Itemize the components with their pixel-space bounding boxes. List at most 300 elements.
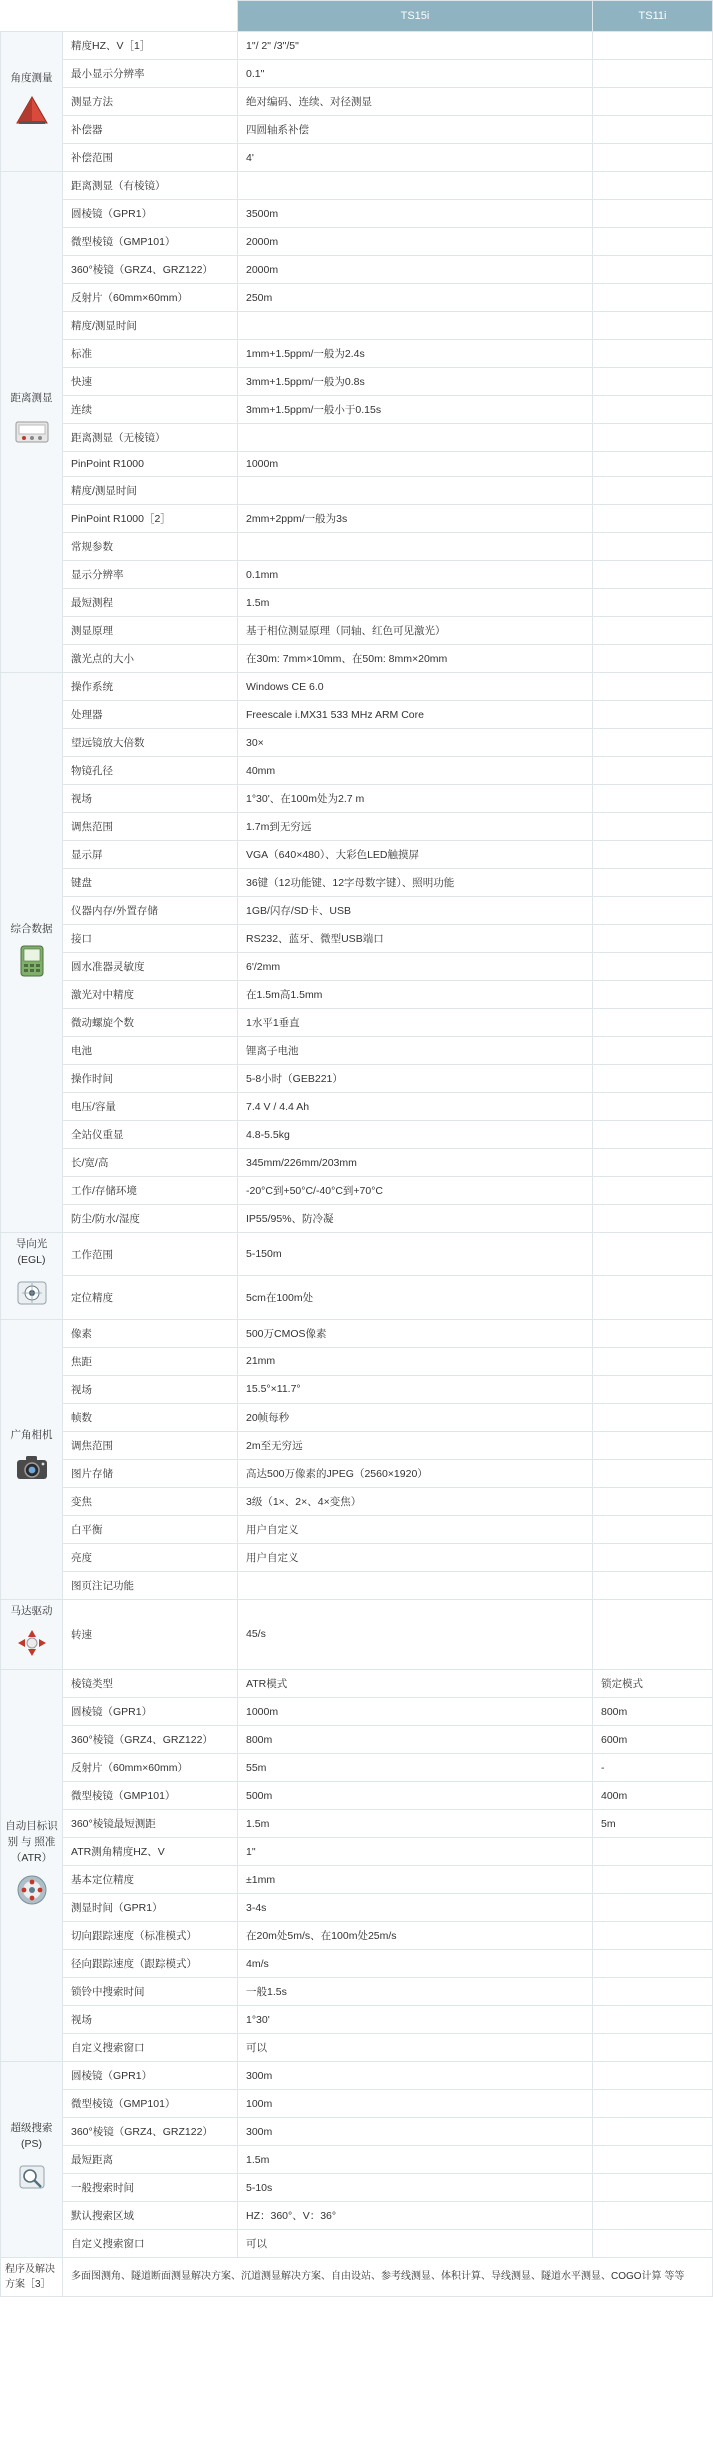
spec-value-ts11i: 800m [593, 1698, 713, 1726]
spec-value-ts15i: 21mm [238, 1347, 593, 1375]
spec-label: 调焦范围 [63, 813, 238, 841]
spec-label: 显示分辨率 [63, 561, 238, 589]
spec-value-ts11i [593, 312, 713, 340]
table-row [1, 1065, 713, 1093]
spec-value-ts15i [238, 1571, 593, 1599]
spec-label: 微动螺旋个数 [63, 1009, 238, 1037]
table-row [1, 1782, 713, 1810]
spec-label: 变焦 [63, 1487, 238, 1515]
spec-label: 亮度 [63, 1543, 238, 1571]
spec-value-ts11i [593, 228, 713, 256]
spec-value-ts15i: 5-150m [238, 1233, 593, 1276]
spec-label: 圆棱镜（GPR1） [63, 200, 238, 228]
category-cell-0 [1, 32, 63, 172]
category-cell-1 [1, 172, 63, 673]
spec-value-ts11i [593, 1459, 713, 1487]
spec-value-ts15i: 2mm+2ppm/一般为3s [238, 505, 593, 533]
spec-value-ts11i [593, 785, 713, 813]
table-row [1, 2062, 713, 2090]
spec-label: 连续 [63, 396, 238, 424]
footer-row [1, 2258, 713, 2297]
spec-value-ts11i [593, 1121, 713, 1149]
spec-value-ts11i [593, 533, 713, 561]
table-row [1, 925, 713, 953]
spec-value-ts15i: 1000m [238, 1698, 593, 1726]
spec-label: 显示屏 [63, 841, 238, 869]
spec-label: 最小显示分辨率 [63, 60, 238, 88]
spec-label: 基本定位精度 [63, 1866, 238, 1894]
category-cell-6 [1, 1670, 63, 2062]
spec-value-ts15i: 用户自定义 [238, 1543, 593, 1571]
category-label: 角度测量 [10, 71, 53, 84]
spec-value-ts15i: 基于相位测显原理（同轴、红色可见激光） [238, 617, 593, 645]
spec-value-ts15i: 3级（1×、2×、4×变焦） [238, 1487, 593, 1515]
spec-label: 视场 [63, 2006, 238, 2034]
spec-value-ts15i: 1.5m [238, 589, 593, 617]
footer-label: 程序及解决方案［3］ [1, 2258, 63, 2297]
category-label: 导向光 (EGL) [15, 1238, 48, 1266]
table-row [1, 1894, 713, 1922]
table-row [1, 340, 713, 368]
table-row [1, 729, 713, 757]
spec-label: 望远镜放大倍数 [63, 729, 238, 757]
spec-value-ts15i: ATR模式 [238, 1670, 593, 1698]
table-row [1, 561, 713, 589]
spec-value-ts11i: - [593, 1754, 713, 1782]
spec-value-ts15i: 300m [238, 2118, 593, 2146]
table-row [1, 477, 713, 505]
spec-value-ts11i [593, 256, 713, 284]
spec-label: 精度HZ、V［1］ [63, 32, 238, 60]
spec-value-ts15i: 36键（12功能键、12字母数字键）、照明功能 [238, 869, 593, 897]
spec-value-ts15i: 在30m: 7mm×10mm、在50m: 8mm×20mm [238, 645, 593, 673]
spec-value-ts15i: 15.5°×11.7° [238, 1375, 593, 1403]
spec-value-ts11i [593, 2118, 713, 2146]
spec-label: 图片存储 [63, 1459, 238, 1487]
spec-value-ts11i [593, 1149, 713, 1177]
spec-label: 自定义搜索窗口 [63, 2230, 238, 2258]
spec-value-ts11i [593, 953, 713, 981]
spec-value-ts11i [593, 813, 713, 841]
spec-value-ts15i: 1" [238, 1838, 593, 1866]
table-row [1, 505, 713, 533]
spec-value-ts15i: 3-4s [238, 1894, 593, 1922]
spec-value-ts15i: 800m [238, 1726, 593, 1754]
egl-icon [12, 1273, 52, 1313]
spec-value-ts11i [593, 1403, 713, 1431]
table-row [1, 1810, 713, 1838]
spec-label: 快速 [63, 368, 238, 396]
spec-value-ts11i [593, 1838, 713, 1866]
spec-value-ts11i [593, 396, 713, 424]
table-row [1, 1347, 713, 1375]
spec-label: 360°棱镜（GRZ4、GRZ122） [63, 2118, 238, 2146]
spec-value-ts15i: 1.5m [238, 2146, 593, 2174]
table-row [1, 1487, 713, 1515]
spec-value-ts15i: 345mm/226mm/203mm [238, 1149, 593, 1177]
spec-value-ts11i [593, 368, 713, 396]
table-row [1, 1978, 713, 2006]
spec-value-ts15i: 1水平1垂直 [238, 1009, 593, 1037]
spec-label: 视场 [63, 785, 238, 813]
spec-value-ts15i: 高达500万像素的JPEG（2560×1920） [238, 1459, 593, 1487]
spec-value-ts15i [238, 533, 593, 561]
table-row [1, 2230, 713, 2258]
spec-value-ts15i: 3mm+1.5ppm/一般小于0.15s [238, 396, 593, 424]
spec-value-ts11i [593, 1375, 713, 1403]
spec-label: 最短距离 [63, 2146, 238, 2174]
table-row [1, 116, 713, 144]
header-col-ts11i: TS11i [593, 1, 713, 32]
table-row [1, 312, 713, 340]
table-row [1, 2090, 713, 2118]
table-row [1, 60, 713, 88]
spec-label: 距离测显（无棱镜） [63, 424, 238, 452]
spec-value-ts11i [593, 284, 713, 312]
spec-value-ts15i: 3mm+1.5ppm/一般为0.8s [238, 368, 593, 396]
table-row [1, 1838, 713, 1866]
category-label: 距离测显 [10, 392, 53, 405]
spec-value-ts15i [238, 172, 593, 200]
spec-value-ts11i [593, 477, 713, 505]
spec-value-ts15i: 1.7m到无穷远 [238, 813, 593, 841]
table-row [1, 1670, 713, 1698]
table-row [1, 589, 713, 617]
table-row [1, 1009, 713, 1037]
table-row [1, 2034, 713, 2062]
spec-label: 精度/测显时间 [63, 477, 238, 505]
spec-value-ts11i [593, 2006, 713, 2034]
spec-value-ts11i [593, 869, 713, 897]
spec-value-ts11i [593, 1950, 713, 1978]
spec-label: 一般搜索时间 [63, 2174, 238, 2202]
spec-value-ts11i [593, 452, 713, 477]
table-row [1, 1319, 713, 1347]
table-row [1, 869, 713, 897]
spec-value-ts11i [593, 1093, 713, 1121]
spec-value-ts15i [238, 477, 593, 505]
table-row [1, 1121, 713, 1149]
table-row [1, 2006, 713, 2034]
spec-label: 圆水准器灵敏度 [63, 953, 238, 981]
spec-label: 电池 [63, 1037, 238, 1065]
spec-value-ts15i: 2000m [238, 256, 593, 284]
table-row [1, 284, 713, 312]
spec-value-ts11i [593, 172, 713, 200]
table-row [1, 757, 713, 785]
table-row [1, 813, 713, 841]
category-label: 广角相机 [10, 1429, 53, 1442]
table-row [1, 1543, 713, 1571]
spec-value-ts15i: 1°30' [238, 2006, 593, 2034]
spec-value-ts15i: 4.8-5.5kg [238, 1121, 593, 1149]
spec-label: 径向跟踪速度（跟踪模式） [63, 1950, 238, 1978]
header-blank-cat [1, 1, 63, 32]
spec-label: 精度/测显时间 [63, 312, 238, 340]
category-label: 超级搜索 (PS) [10, 2122, 53, 2150]
spec-value-ts15i: 0.1" [238, 60, 593, 88]
table-row [1, 144, 713, 172]
spec-value-ts11i [593, 1431, 713, 1459]
spec-value-ts15i: 1.5m [238, 1810, 593, 1838]
spec-label: 补偿范围 [63, 144, 238, 172]
table-row [1, 32, 713, 60]
spec-value-ts15i: 1"/ 2" /3"/5" [238, 32, 593, 60]
spec-label: 圆棱镜（GPR1） [63, 2062, 238, 2090]
spec-value-ts11i: 锁定模式 [593, 1670, 713, 1698]
spec-label: 激光对中精度 [63, 981, 238, 1009]
spec-label: 像素 [63, 1319, 238, 1347]
spec-value-ts11i [593, 729, 713, 757]
spec-value-ts11i [593, 1009, 713, 1037]
table-row [1, 172, 713, 200]
spec-value-ts15i: 1000m [238, 452, 593, 477]
category-cell-5 [1, 1599, 63, 1670]
category-cell-3 [1, 1233, 63, 1320]
spec-value-ts11i [593, 340, 713, 368]
spec-value-ts15i: 4m/s [238, 1950, 593, 1978]
table-row [1, 1205, 713, 1233]
spec-label: 微型棱镜（GMP101） [63, 1782, 238, 1810]
spec-value-ts15i: 锂离子电池 [238, 1037, 593, 1065]
spec-label: ATR测角精度HZ、V [63, 1838, 238, 1866]
table-row [1, 645, 713, 673]
table-row [1, 673, 713, 701]
spec-value-ts11i [593, 424, 713, 452]
spec-value-ts15i: 绝对编码、连续、对径测显 [238, 88, 593, 116]
table-row [1, 2174, 713, 2202]
spec-label: 接口 [63, 925, 238, 953]
table-row [1, 1375, 713, 1403]
spec-label: PinPoint R1000［2］ [63, 505, 238, 533]
table-row [1, 897, 713, 925]
spec-value-ts11i [593, 1065, 713, 1093]
table-row [1, 533, 713, 561]
table-row [1, 1037, 713, 1065]
prism-icon [12, 90, 52, 130]
spec-value-ts15i: 2m至无穷远 [238, 1431, 593, 1459]
spec-value-ts11i [593, 645, 713, 673]
spec-label: 360°棱镜（GRZ4、GRZ122） [63, 1726, 238, 1754]
ps-icon [12, 2157, 52, 2197]
spec-label: 锁铃中搜索时间 [63, 1978, 238, 2006]
table-row [1, 256, 713, 284]
spec-label: 仪器内存/外置存储 [63, 897, 238, 925]
spec-value-ts11i [593, 1922, 713, 1950]
distance-icon [12, 411, 52, 451]
table-row [1, 200, 713, 228]
category-label: 综合数据 [10, 922, 53, 935]
spec-value-ts11i: 600m [593, 1726, 713, 1754]
spec-label: 自定义搜索窗口 [63, 2034, 238, 2062]
spec-label: 测显时间（GPR1） [63, 1894, 238, 1922]
spec-label: 电压/容量 [63, 1093, 238, 1121]
table-row [1, 785, 713, 813]
spec-label: 工作/存储环境 [63, 1177, 238, 1205]
table-row [1, 1276, 713, 1319]
category-cell-2 [1, 673, 63, 1233]
spec-value-ts15i: 5-10s [238, 2174, 593, 2202]
spec-label: 微型棱镜（GMP101） [63, 2090, 238, 2118]
spec-value-ts11i [593, 561, 713, 589]
spec-value-ts11i [593, 1487, 713, 1515]
table-row [1, 88, 713, 116]
spec-label: 定位精度 [63, 1276, 238, 1319]
spec-value-ts15i: 40mm [238, 757, 593, 785]
spec-value-ts11i [593, 2034, 713, 2062]
spec-value-ts11i [593, 1347, 713, 1375]
table-row [1, 1599, 713, 1670]
spec-value-ts15i: 100m [238, 2090, 593, 2118]
header-col-ts15i: TS15i [238, 1, 593, 32]
spec-label: 测显原理 [63, 617, 238, 645]
spec-value-ts15i [238, 312, 593, 340]
spec-value-ts15i: VGA（640×480）、大彩色LED触摸屏 [238, 841, 593, 869]
motor-icon [12, 1623, 52, 1663]
spec-label: 默认搜索区域 [63, 2202, 238, 2230]
spec-label: 物镜孔径 [63, 757, 238, 785]
table-row [1, 1571, 713, 1599]
device-icon [12, 941, 52, 981]
spec-value-ts11i [593, 1319, 713, 1347]
spec-label: 微型棱镜（GMP101） [63, 228, 238, 256]
spec-value-ts11i [593, 2062, 713, 2090]
spec-label: 圆棱镜（GPR1） [63, 1698, 238, 1726]
spec-value-ts11i [593, 2090, 713, 2118]
spec-value-ts11i [593, 701, 713, 729]
spec-label: 操作时间 [63, 1065, 238, 1093]
table-row [1, 701, 713, 729]
table-row [1, 1403, 713, 1431]
category-label: 马达驱动 [10, 1604, 53, 1617]
spec-value-ts15i: -20°C到+50°C/-40°C到+70°C [238, 1177, 593, 1205]
spec-label: 焦距 [63, 1347, 238, 1375]
spec-label: 白平衡 [63, 1515, 238, 1543]
spec-value-ts11i [593, 2174, 713, 2202]
spec-value-ts15i: HZ：360°、V：36° [238, 2202, 593, 2230]
spec-value-ts11i [593, 617, 713, 645]
spec-value-ts11i [593, 505, 713, 533]
spec-label: 长/宽/高 [63, 1149, 238, 1177]
spec-value-ts11i [593, 925, 713, 953]
category-label: 自动目标识别 与 照准（ATR） [5, 1820, 58, 1864]
spec-value-ts11i [593, 897, 713, 925]
spec-value-ts15i [238, 424, 593, 452]
table-row [1, 1177, 713, 1205]
camera-icon [12, 1448, 52, 1488]
spec-value-ts11i [593, 144, 713, 172]
spec-value-ts11i [593, 1978, 713, 2006]
spec-value-ts11i [593, 32, 713, 60]
spec-value-ts15i: 45/s [238, 1599, 593, 1670]
spec-value-ts15i: 55m [238, 1754, 593, 1782]
spec-value-ts15i: 可以 [238, 2230, 593, 2258]
table-row [1, 1093, 713, 1121]
spec-value-ts15i: 4' [238, 144, 593, 172]
spec-value-ts15i: 四圆轴系补偿 [238, 116, 593, 144]
spec-value-ts11i [593, 1543, 713, 1571]
table-row [1, 617, 713, 645]
spec-value-ts15i: 3500m [238, 200, 593, 228]
table-row [1, 1754, 713, 1782]
table-row [1, 981, 713, 1009]
spec-value-ts11i: 400m [593, 1782, 713, 1810]
table-row [1, 1698, 713, 1726]
spec-label: 距离测显（有棱镜） [63, 172, 238, 200]
spec-value-ts11i [593, 757, 713, 785]
spec-label: PinPoint R1000 [63, 452, 238, 477]
spec-value-ts15i: 7.4 V / 4.4 Ah [238, 1093, 593, 1121]
spec-label: 键盘 [63, 869, 238, 897]
spec-value-ts15i: 30× [238, 729, 593, 757]
spec-value-ts11i [593, 1599, 713, 1670]
spec-label: 激光点的大小 [63, 645, 238, 673]
spec-value-ts11i [593, 88, 713, 116]
spec-label: 标准 [63, 340, 238, 368]
spec-value-ts11i [593, 1866, 713, 1894]
table-row [1, 2146, 713, 2174]
spec-value-ts15i: Freescale i.MX31 533 MHz ARM Core [238, 701, 593, 729]
spec-value-ts15i: 300m [238, 2062, 593, 2090]
spec-value-ts15i: 在1.5m高1.5mm [238, 981, 593, 1009]
spec-value-ts11i [593, 589, 713, 617]
spec-label: 测显方法 [63, 88, 238, 116]
spec-value-ts15i: 在20m处5m/s、在100m处25m/s [238, 1922, 593, 1950]
spec-value-ts15i: 1°30'、在100m处为2.7 m [238, 785, 593, 813]
footer-text: 多面图测角、隧道断面测显解决方案、沉道测显解决方案、自由设站、参考线测显、体积计算、导线测显、隧道水平测显、COGO计算 等等 [63, 2258, 713, 2297]
atr-icon [12, 1870, 52, 1910]
spec-label: 操作系统 [63, 673, 238, 701]
spec-value-ts11i [593, 2146, 713, 2174]
spec-label: 处理器 [63, 701, 238, 729]
spec-value-ts11i [593, 1037, 713, 1065]
table-row [1, 1950, 713, 1978]
spec-label: 全站仪重显 [63, 1121, 238, 1149]
spec-value-ts15i: 可以 [238, 2034, 593, 2062]
spec-label: 工作范围 [63, 1233, 238, 1276]
spec-value-ts11i [593, 1571, 713, 1599]
spec-value-ts15i: 5cm在100m处 [238, 1276, 593, 1319]
spec-label: 图页注记功能 [63, 1571, 238, 1599]
spec-value-ts11i [593, 673, 713, 701]
spec-label: 帧数 [63, 1403, 238, 1431]
spec-value-ts11i [593, 1205, 713, 1233]
spec-label: 360°棱镜最短测距 [63, 1810, 238, 1838]
spec-value-ts15i: 一般1.5s [238, 1978, 593, 2006]
spec-label: 切向跟踪速度（标准模式） [63, 1922, 238, 1950]
spec-value-ts15i: IP55/95%、防冷凝 [238, 1205, 593, 1233]
spec-value-ts11i [593, 116, 713, 144]
spec-label: 反射片（60mm×60mm） [63, 1754, 238, 1782]
spec-value-ts15i: 1GB/闪存/SD卡、USB [238, 897, 593, 925]
spec-value-ts11i: 5m [593, 1810, 713, 1838]
spec-label: 视场 [63, 1375, 238, 1403]
spec-label: 补偿器 [63, 116, 238, 144]
spec-value-ts15i: 20帧每秒 [238, 1403, 593, 1431]
header-blank-label [63, 1, 238, 32]
spec-value-ts11i [593, 1276, 713, 1319]
spec-value-ts11i [593, 1233, 713, 1276]
spec-value-ts15i: 6'/2mm [238, 953, 593, 981]
spec-value-ts15i: 250m [238, 284, 593, 312]
spec-value-ts11i [593, 1515, 713, 1543]
spec-value-ts11i [593, 2202, 713, 2230]
table-row [1, 1431, 713, 1459]
table-row [1, 452, 713, 477]
table-row [1, 953, 713, 981]
table-row [1, 1149, 713, 1177]
spec-value-ts11i [593, 841, 713, 869]
